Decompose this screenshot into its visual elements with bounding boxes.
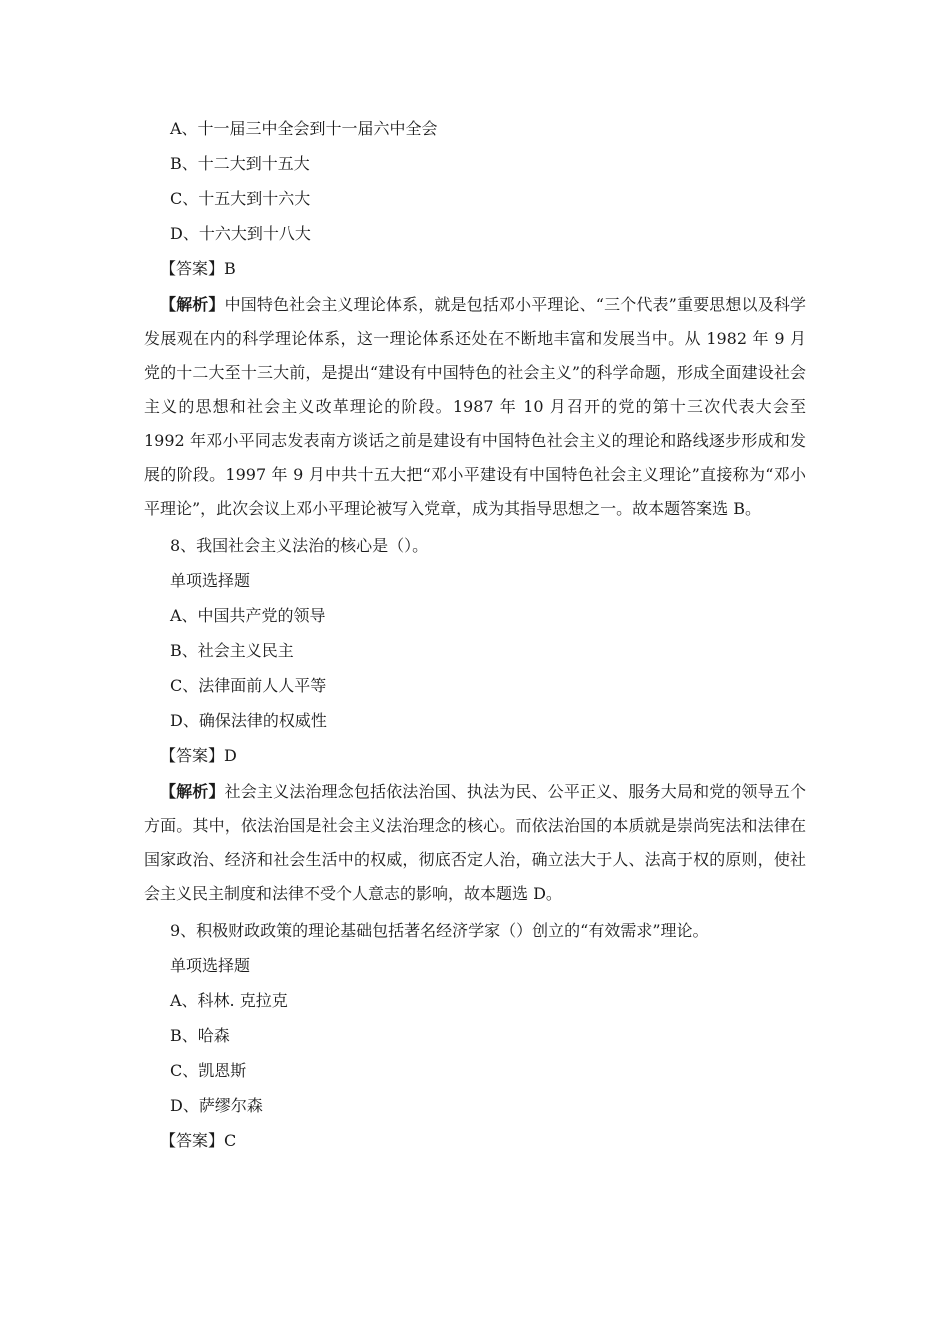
q9-option-d: D、萨缪尔森	[170, 1096, 263, 1115]
q8-explanation	[144, 775, 806, 911]
q9-option-a: A、科林. 克拉克	[170, 991, 288, 1010]
q8-explanation-text: 社会主义法治理念包括依法治国、执法为民、公平正义、服务大局和党的领导五个方面。其中，依法治国是社会主义法治理念的核心。而依法治国的本质就是崇尚宪法和法律在国家政治、经济和社会生活中的权威，彻底否定人治，确立法大于人、法高于权的原则，使社会主义民主制度和法律不受个人意志的影响，故本题选 D。	[144, 782, 806, 903]
q9-type: 单项选择题	[170, 956, 251, 975]
document-content	[144, 111, 806, 1158]
q7-answer: 【答案】B	[160, 259, 236, 278]
q7-option-c: C、十五大到十六大	[170, 189, 311, 208]
q8-option-c: C、法律面前人人平等	[170, 676, 327, 695]
q8-option-b: B、社会主义民主	[170, 641, 294, 660]
q7-explanation-tag: 【解析】	[160, 295, 225, 314]
q8-type: 单项选择题	[170, 571, 251, 590]
q7-option-d: D、十六大到十八大	[170, 224, 311, 243]
q9-question: 9、积极财政政策的理论基础包括著名经济学家（）创立的“有效需求”理论。	[170, 921, 709, 940]
q7-explanation	[144, 288, 806, 526]
q8-option-a: A、中国共产党的领导	[170, 606, 326, 625]
q8-option-d: D、确保法律的权威性	[170, 711, 327, 730]
q7-option-a: A、十一届三中全会到十一届六中全会	[170, 119, 438, 138]
q9-option-c: C、凯恩斯	[170, 1061, 247, 1080]
q8-question: 8、我国社会主义法治的核心是（）。	[170, 536, 429, 555]
q9-answer: 【答案】C	[160, 1131, 237, 1150]
q7-explanation-text: 中国特色社会主义理论体系，就是包括邓小平理论、“三个代表”重要思想以及科学发展观在内的科学理论体系，这一理论体系还处在不断地丰富和发展当中。从 1982 年 9 月党的十二大至十三大前，是提出“建设有中国特色的社会主义”的科学命题，形成全面建设社会主义的思想和社会主义改革理论的阶段。1987 年 10 月召开的党的第十三次代表大会至 1992 年邓小平同志发表南方谈话之前是建设有中国特色社会主义的理论和路线逐步形成和发展的阶段。1997 年 9 月中共十五大把“邓小平建设有中国特色社会主义理论”直接称为“邓小平理论”，此次会议上邓小平理论被写入党章，成为其指导思想之一。故本题答案选 B。	[144, 295, 806, 518]
q8-explanation-tag: 【解析】	[160, 782, 225, 801]
q7-option-b: B、十二大到十五大	[170, 154, 310, 173]
q8-answer: 【答案】D	[160, 746, 237, 765]
q9-option-b: B、哈森	[170, 1026, 230, 1045]
